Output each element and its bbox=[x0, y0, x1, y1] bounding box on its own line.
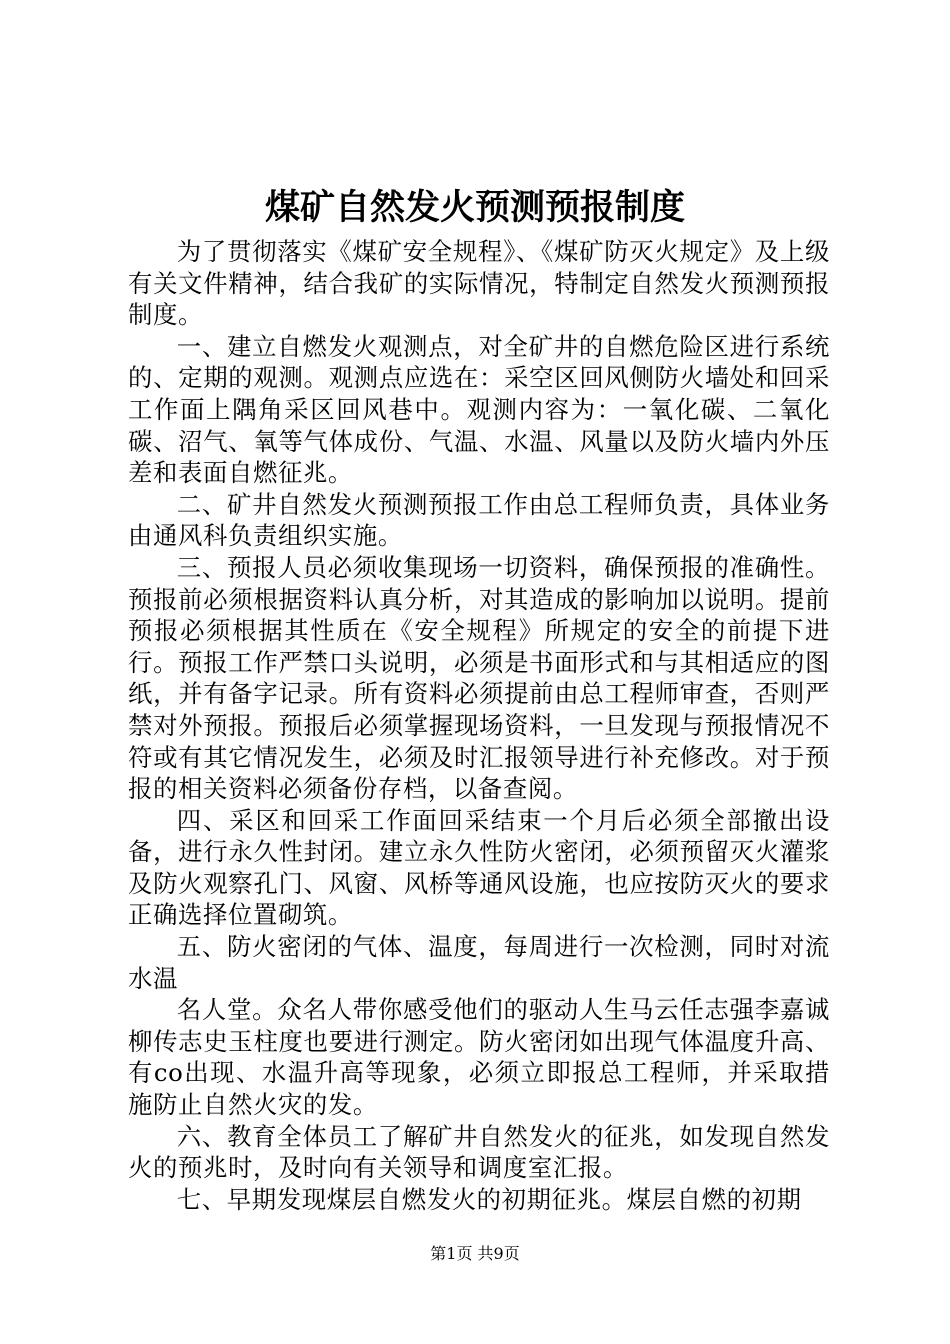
paragraph-section-5-continued: 名人堂。众名人带你感受他们的驱动人生马云任志强李嘉诚柳传志史玉柱度也要进行测定。防火密闭如出现气体温度升高、有co出现、水温升高等现象，必须立即报总工程师，并采取措施防止自然火灾的发。 bbox=[128, 995, 830, 1120]
document-body bbox=[128, 236, 830, 1215]
page-number-footer: 第1页 共9页 bbox=[430, 1244, 520, 1263]
paragraph-section-4: 四、采区和回采工作面回采结束一个月后必须全部撤出设备，进行永久性封闭。建立永久性防火密闭，必须预留灭火灌浆及防火观察孔门、风窗、风桥等通风设施，也应按防灭火的要求正确选择位置砌筑。 bbox=[128, 805, 830, 930]
paragraph-section-2: 二、矿井自然发火预测预报工作由总工程师负责，具体业务由通风科负责组织实施。 bbox=[128, 489, 830, 551]
paragraph-section-7: 七、早期发现煤层自燃发火的初期征兆。煤层自燃的初期 bbox=[176, 1184, 802, 1214]
paragraph-section-5: 五、防火密闭的气体、温度，每周进行一次检测，同时对流水温 bbox=[128, 932, 830, 993]
paragraph-section-6: 六、教育全体员工了解矿井自然发火的征兆，如发现自然发火的预兆时，及时向有关领导和调度室汇报。 bbox=[128, 1121, 830, 1183]
paragraph-section-1: 一、建立自燃发火观测点，对全矿井的自燃危险区进行系统的、定期的观测。观测点应选在：采空区回风侧防火墙处和回采工作面上隅角采区回风巷中。观测内容为：一氧化碳、二氧化碳、沼气、氧等气体成份、气温、水温、风量以及防火墙内外压差和表面自燃征兆。 bbox=[128, 331, 830, 488]
paragraph-intro: 为了贯彻落实《煤矿安全规程》、《煤矿防灭火规定》及上级有关文件精神，结合我矿的实际情况，特制定自然发火预测预报制度。 bbox=[128, 237, 830, 330]
document-title: 煤矿自然发火预测预报制度 bbox=[264, 187, 685, 228]
paragraph-section-3: 三、预报人员必须收集现场一切资料，确保预报的准确性。预报前必须根据资料认真分析，对其造成的影响加以说明。提前预报必须根据其性质在《安全规程》所规定的安全的前提下进行。预报工作严禁口头说明，必须是书面形式和与其相适应的图纸，并有备字记录。所有资料必须提前由总工程师审查，否则严禁对外预报。预报后必须掌握现场资料，一旦发现与预报情况不符或有其它情况发生，必须及时汇报领导进行补充修改。对于预报的相关资料必须备份存档，以备查阅。 bbox=[128, 552, 830, 804]
